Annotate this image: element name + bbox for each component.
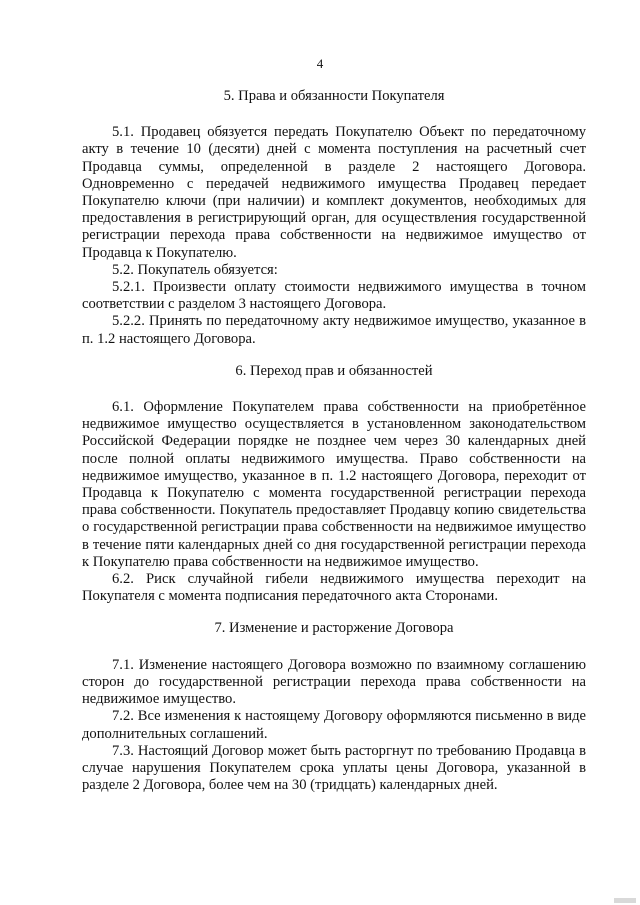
- spacer: [82, 638, 586, 657]
- page-number: 4: [316, 56, 324, 71]
- paragraph-6-2: 6.2. Риск случайной гибели недвижимого имущества переходит на Покупателя с момента подписания передаточного акта Сторонами.: [82, 571, 586, 605]
- spacer: [82, 348, 586, 363]
- spacer: [82, 605, 586, 620]
- section-5-heading: 5. Права и обязанности Покупателя: [223, 88, 445, 104]
- paragraph-7-1: 7.1. Изменение настоящего Договора возможно по взаимному соглашению сторон до государственной регистрации перехода права собственности на недвижимое имущество.: [82, 656, 586, 708]
- paragraph-6-1: 6.1. Оформление Покупателем права собственности на приобретённое недвижимое имущество осуществляется в установленном законодательством Российской Федерации порядке не позднее чем через 30 календарных дней после полной оплаты недвижимого имущества. Право собственности на недвижимое имущество, указанное в п. 1.2 настоящего Договора, переходит от Продавца к Покупателю с момента государственной регистрации перехода права собственности. Покупатель предоставляет Продавцу копию свидетельства о государственной регистрации права собственности на недвижимое имущество в течение пяти календарных дней со дня государственной регистрации перехода к Покупателю права собственности на недвижимое имущество.: [82, 399, 586, 570]
- spacer: [82, 380, 586, 399]
- section-6-heading: 6. Переход прав и обязанностей: [235, 362, 433, 379]
- paragraph-5-2-1: 5.2.1. Произвести оплату стоимости недвижимого имущества в точном соответствии с разделом 3 настоящего Договора.: [82, 279, 586, 313]
- section-7-heading: 7. Изменение и расторжение Договора: [214, 620, 454, 637]
- scan-artifact: [614, 898, 636, 903]
- paragraph-7-3: 7.3. Настоящий Договор может быть расторгнут по требованию Продавца в случае нарушения Покупателем срока уплаты цены Договора, указанной в разделе 2 Договора, более чем на 30 (тридцать) календарных дней.: [82, 742, 586, 794]
- spacer: [82, 105, 586, 124]
- document-body: [82, 88, 586, 794]
- paragraph-5-1: 5.1. Продавец обязуется передать Покупателю Объект по передаточному акту в течение 10 (десяти) дней с момента поступления на расчетный счет Продавца суммы, определенной в разделе 2 настоящего Договора. Одновременно с передачей недвижимого имущества Продавец передает Покупателю ключи (при наличии) и комплект документов, необходимых для предоставления в регистрирующий орган, для осуществления государственной регистрации перехода права собственности на недвижимое имущество от Продавца к Покупателю.: [82, 124, 586, 261]
- paragraph-7-2: 7.2. Все изменения к настоящему Договору оформляются письменно в виде дополнительных соглашений.: [82, 708, 586, 742]
- paragraph-5-2-2: 5.2.2. Принять по передаточному акту недвижимое имущество, указанное в п. 1.2 настоящего Договора.: [82, 313, 586, 347]
- paragraph-5-2: 5.2. Покупатель обязуется:: [112, 261, 278, 278]
